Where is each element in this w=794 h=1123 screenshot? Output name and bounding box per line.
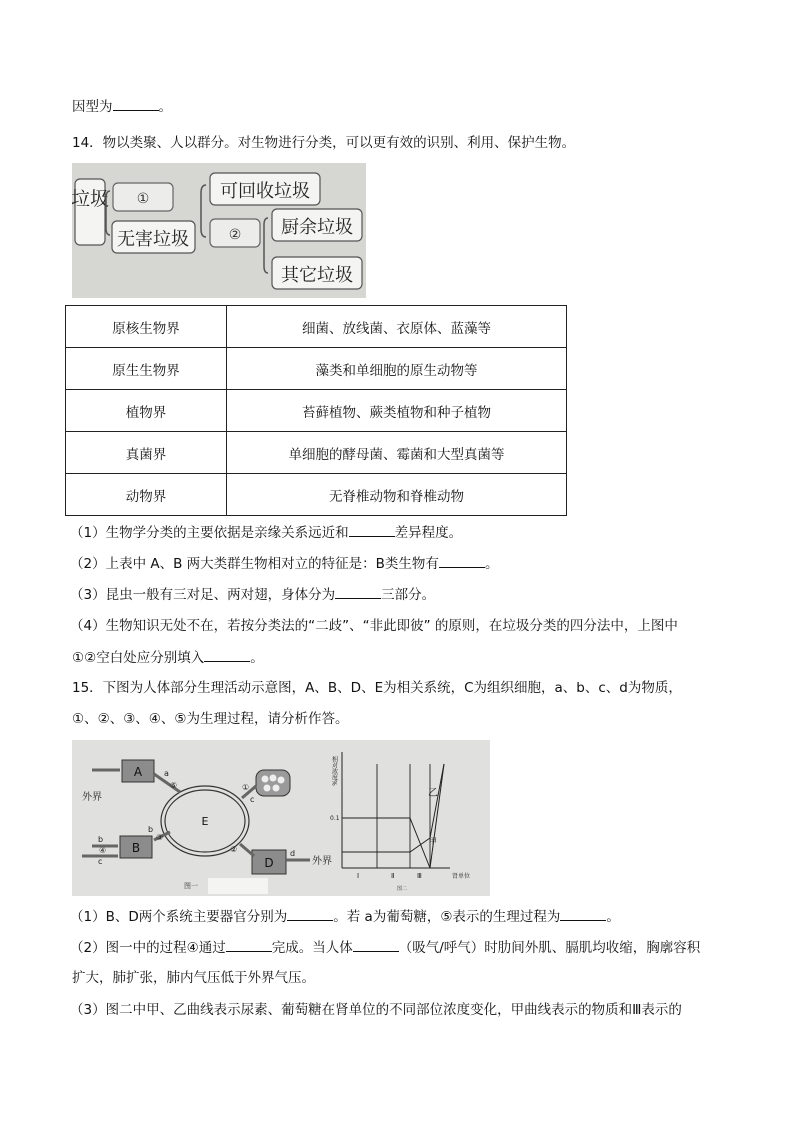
- question-14-2: （2）上表中 A、B 两大类群生物相对立的特征是：B类生物有 。: [70, 556, 499, 572]
- svg-text:④: ④: [99, 846, 107, 855]
- answer-blank[interactable]: [353, 938, 399, 952]
- answer-blank[interactable]: [439, 554, 485, 568]
- kingdom-table: [65, 305, 567, 516]
- svg-text:②: ②: [230, 845, 238, 854]
- svg-text:⑤: ⑤: [170, 781, 178, 790]
- svg-text:c: c: [98, 857, 103, 866]
- kingdom-name-cell: 动物界: [66, 474, 227, 516]
- question-15-stem-cont: ①、②、③、④、⑤为生理过程，请分析作答。: [72, 711, 349, 727]
- question-15-1: （1）B、D两个系统主要器官分别为 。若 a为葡萄糖，⑤表示的生理过程为 。: [70, 909, 620, 925]
- box-a-label: A: [133, 765, 143, 779]
- kingdom-name-cell: 原生生物界: [66, 348, 227, 390]
- svg-text:b: b: [148, 825, 154, 834]
- blank-2-label: ②: [228, 227, 242, 243]
- question-14-stem: 14．物以类聚、人以群分。对生物进行分类，可以更有效的识别、利用、保护生物。: [72, 135, 576, 151]
- answer-blank[interactable]: [226, 938, 272, 952]
- fig2-caption: 图二: [397, 886, 408, 892]
- fig1-caption: 图一: [184, 882, 198, 890]
- svg-text:Ⅲ: Ⅲ: [417, 872, 422, 880]
- outside-left-label: 外界: [82, 792, 102, 803]
- svg-text:③: ③: [156, 833, 164, 842]
- svg-text:b: b: [98, 835, 104, 844]
- kingdom-members-cell: 藻类和单细胞的原生动物等: [227, 348, 567, 390]
- answer-blank[interactable]: [287, 907, 333, 921]
- kingdom-members-cell: 细菌、放线菌、衣原体、蓝藻等: [227, 306, 567, 348]
- harmless-label: 无害垃圾: [117, 229, 189, 250]
- blank-1-label: ①: [136, 191, 150, 207]
- answer-blank[interactable]: [349, 523, 395, 537]
- question-14-3: （3）昆虫一般有三对足、两对翅，身体分为 三部分。: [70, 587, 436, 603]
- question-15-2-cont: 扩大，肺扩张，肺内气压低于外界气压。: [72, 970, 315, 986]
- recyclable-label: 可回收垃圾: [220, 181, 310, 202]
- kingdom-members-cell: 苔藓植物、蕨类植物和种子植物: [227, 390, 567, 432]
- question-15-stem: 15．下图为人体部分生理活动示意图，A、B、D、E为相关系统，C为组织细胞，a、b、c、d为物质，: [72, 680, 682, 696]
- question-14-1: （1）生物学分类的主要依据是亲缘关系远近和 差异程度。: [70, 525, 463, 541]
- carryover-line: 因型为 。: [72, 99, 172, 115]
- box-b-label: B: [131, 841, 141, 855]
- svg-text:Ⅰ: Ⅰ: [357, 872, 360, 880]
- answer-blank[interactable]: [560, 907, 606, 921]
- table-row: [66, 348, 567, 390]
- table-row: [66, 390, 567, 432]
- kingdom-name-cell: 原核生物界: [66, 306, 227, 348]
- outside-right-label: 外界: [312, 856, 332, 867]
- answer-blank[interactable]: [113, 97, 159, 111]
- garbage-root-label: 垃圾: [72, 188, 110, 210]
- kitchen-label: 厨余垃圾: [281, 217, 353, 238]
- kingdom-name-cell: 植物界: [66, 390, 227, 432]
- chart-ytick: 0.1: [330, 815, 340, 822]
- question-15-2: （2）图一中的过程④通过 完成。当人体 （吸气/呼气）时肋间外肌、膈肌均收缩，胸廓容积: [70, 940, 701, 956]
- svg-text:c: c: [250, 795, 255, 804]
- question-14-4: （4）生物知识无处不在，若按分类法的“二歧”、“非此即彼” 的原则，在垃圾分类的四分法中，上图中: [70, 618, 678, 634]
- curve-yi-label: 乙: [428, 788, 438, 799]
- svg-text:①: ①: [242, 783, 250, 792]
- table-row: [66, 474, 567, 516]
- physiology-figure: [72, 740, 490, 896]
- garbage-classification-figure: [72, 163, 366, 298]
- box-d-label: D: [264, 856, 274, 870]
- kingdom-members-cell: 无脊椎动物和脊椎动物: [227, 474, 567, 516]
- question-15-3: （3）图二中甲、乙曲线表示尿素、葡萄糖在肾单位的不同部位浓度变化，甲曲线表示的物质和Ⅲ表示的: [70, 1002, 682, 1018]
- kingdom-members-cell: 单细胞的酵母菌、霉菌和大型真菌等: [227, 432, 567, 474]
- table-row: [66, 306, 567, 348]
- circle-e-label: E: [201, 815, 209, 828]
- curve-jia-label: 甲: [429, 837, 437, 846]
- svg-text:a: a: [164, 769, 169, 778]
- answer-blank[interactable]: [204, 648, 250, 662]
- table-row: [66, 432, 567, 474]
- other-label: 其它垃圾: [281, 265, 353, 286]
- kingdom-name-cell: 真菌界: [66, 432, 227, 474]
- chart-ylabel: 相对浓度%: [330, 756, 338, 786]
- question-14-4-cont: ①②空白处应分别填入 。: [72, 650, 264, 666]
- svg-text:Ⅱ: Ⅱ: [391, 872, 395, 880]
- svg-text:d: d: [290, 849, 296, 858]
- answer-blank[interactable]: [335, 585, 381, 599]
- chart-xlabel: 肾单位: [452, 873, 471, 880]
